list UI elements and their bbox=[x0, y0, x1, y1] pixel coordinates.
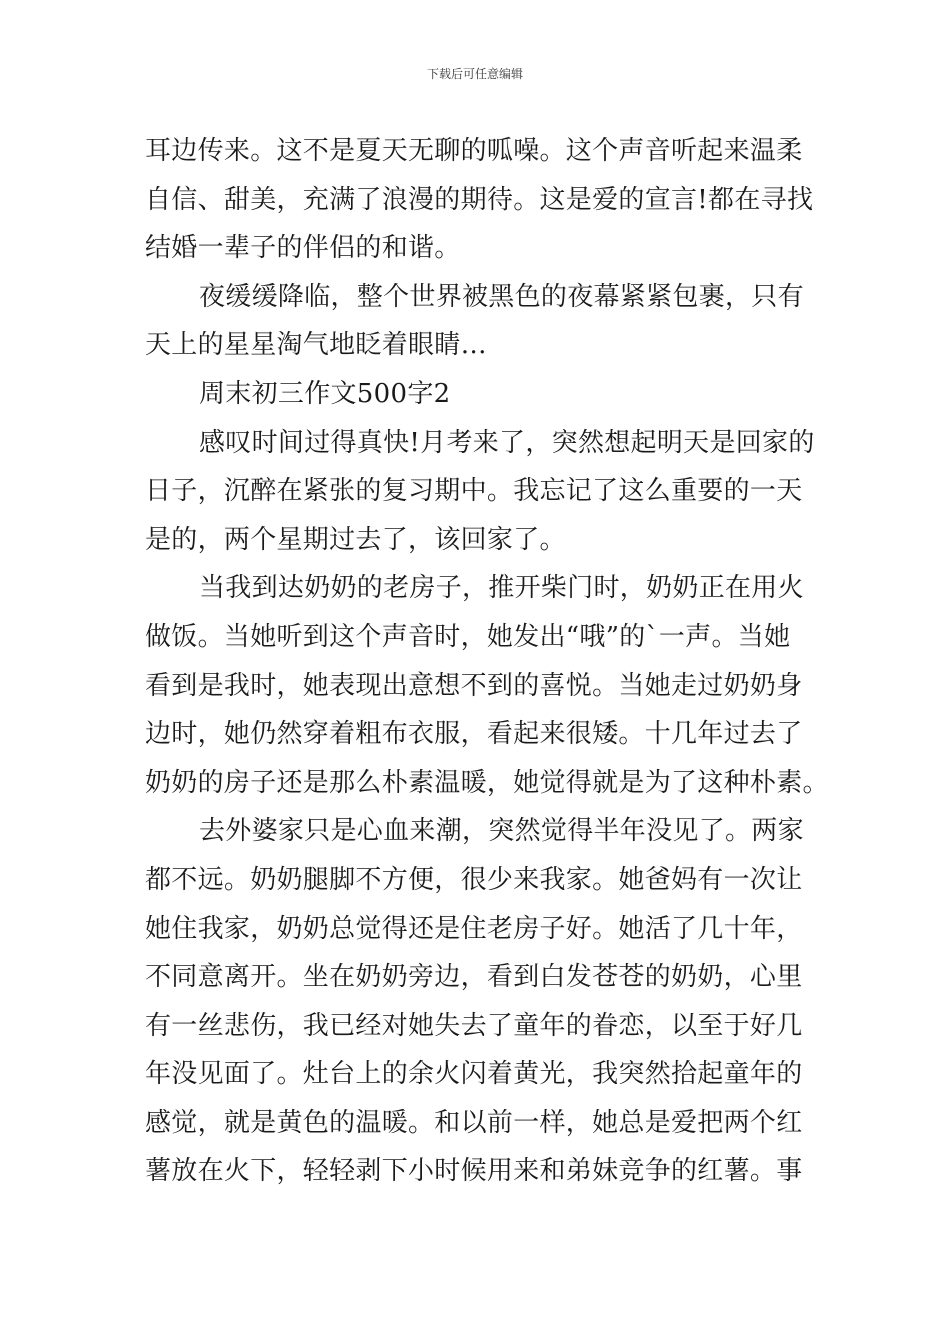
text-line: 去外婆家只是心血来潮，突然觉得半年没见了。两家 bbox=[199, 816, 804, 847]
text-line: 边时，她仍然穿着粗布衣服，看起来很矮。十几年过去了 bbox=[145, 719, 803, 750]
page-header: 下载后可任意编辑 bbox=[426, 67, 523, 81]
text-line: 做饭。当她听到这个声音时，她发出“哦”的`一声。当她 bbox=[145, 621, 791, 652]
text-line: 薯放在火下，轻轻剥下小时候用来和弟妹竞争的红薯。事 bbox=[145, 1156, 803, 1187]
document-body bbox=[145, 127, 829, 1196]
text-line: 有一丝悲伤，我已经对她失去了童年的眷恋，以至于好几 bbox=[145, 1010, 803, 1041]
section-heading: 周末初三作文500字2 bbox=[199, 378, 451, 409]
text-line: 夜缓缓降临，整个世界被黑色的夜幕紧紧包裹，只有 bbox=[199, 281, 804, 312]
text-line: 看到是我时，她表现出意想不到的喜悦。当她走过奶奶身 bbox=[145, 670, 803, 701]
text-line: 感觉，就是黄色的温暖。和以前一样，她总是爱把两个红 bbox=[145, 1107, 803, 1138]
text-line: 自信、甜美，充满了浪漫的期待。这是爱的宣言!都在寻找 bbox=[145, 184, 814, 215]
text-line: 耳边传来。这不是夏天无聊的呱噪。这个声音听起来温柔 bbox=[145, 136, 803, 166]
text-line: 都不远。奶奶腿脚不方便，很少来我家。她爸妈有一次让 bbox=[145, 864, 803, 895]
text-line: 是的，两个星期过去了，该回家了。 bbox=[145, 524, 566, 555]
text-line: 她住我家，奶奶总觉得还是住老房子好。她活了几十年， bbox=[145, 913, 803, 944]
text-line: 不同意离开。坐在奶奶旁边，看到白发苍苍的奶奶，心里 bbox=[145, 962, 803, 993]
text-line: 日子，沉醉在紧张的复习期中。我忘记了这么重要的一天 bbox=[145, 476, 803, 507]
text-line: 当我到达奶奶的老房子，推开柴门时，奶奶正在用火 bbox=[199, 573, 804, 604]
text-line: 年没见面了。灶台上的余火闪着黄光，我突然拾起童年的 bbox=[145, 1059, 803, 1090]
text-line: 感叹时间过得真快!月考来了，突然想起明天是回家的 bbox=[199, 427, 815, 458]
text-line: 结婚一辈子的伴侣的和谐。 bbox=[145, 233, 461, 264]
text-line: 奶奶的房子还是那么朴素温暖，她觉得就是为了这种朴素。 bbox=[145, 767, 829, 798]
text-line: 天上的星星淘气地眨着眼睛… bbox=[145, 330, 487, 361]
